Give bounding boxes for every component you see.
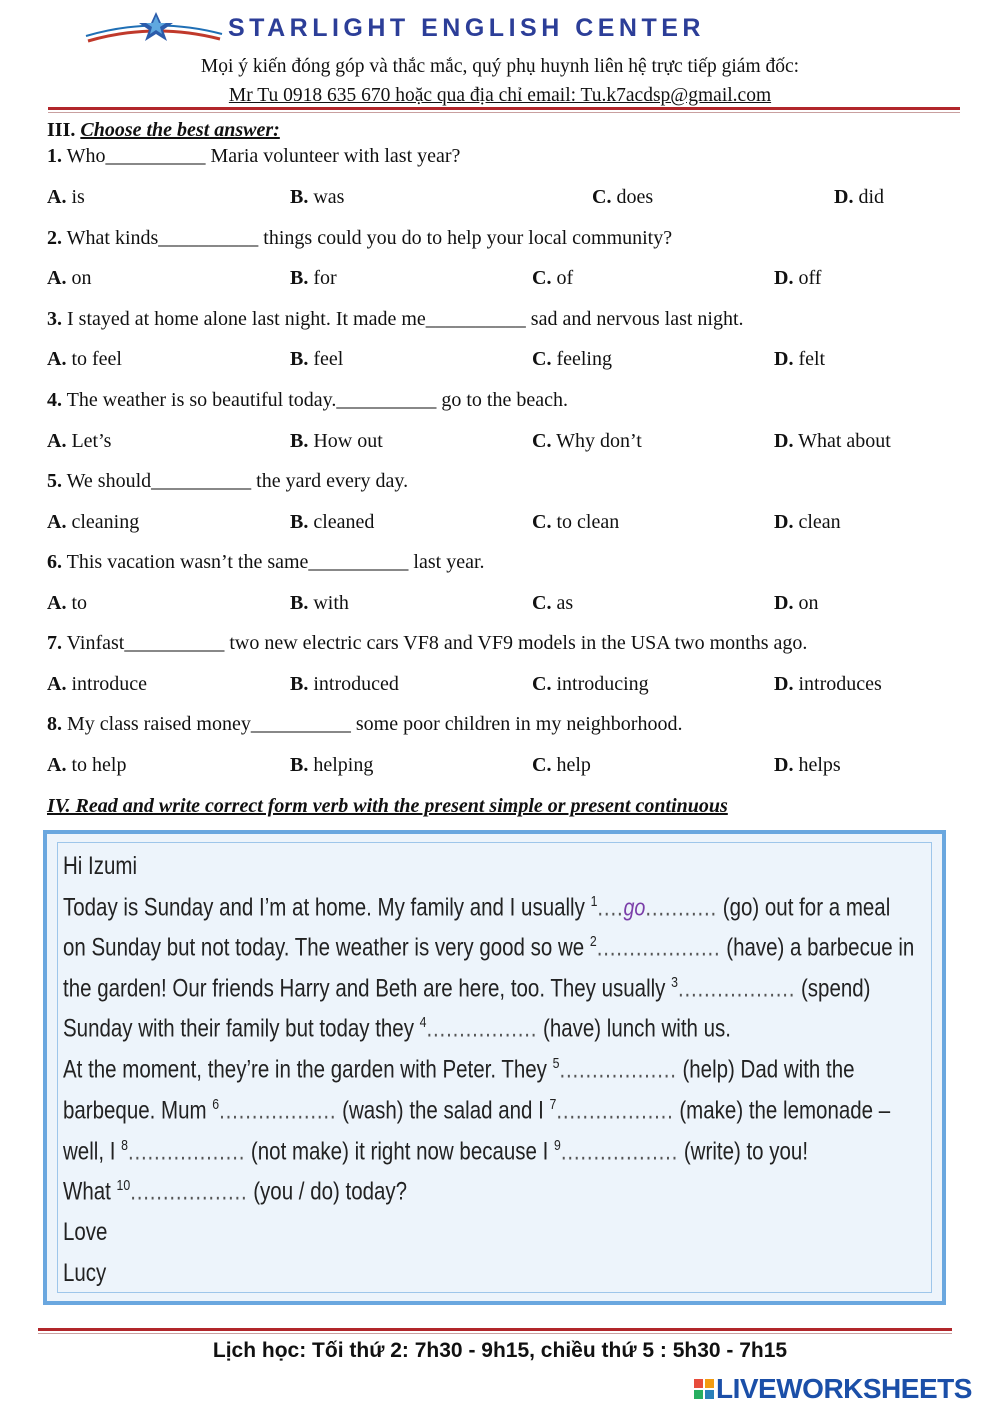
q8-option-b[interactable]: B. helping (290, 754, 374, 776)
header-divider (48, 107, 960, 110)
section-4-heading: IV. Read and write correct form verb with the present simple or present continuous (47, 795, 728, 817)
q8-option-d[interactable]: D. helps (774, 754, 841, 776)
blank-1-answer[interactable]: go (623, 894, 646, 922)
q7-option-c[interactable]: C. introducing (532, 673, 649, 695)
q6-option-a[interactable]: A. to (47, 592, 88, 614)
q4-option-c[interactable]: C. Why don’t (532, 430, 642, 452)
q1-option-b[interactable]: B. was (290, 186, 345, 208)
q5-option-d[interactable]: D. clean (774, 511, 841, 533)
question-number: 2. (47, 227, 62, 249)
q8-option-c[interactable]: C. help (532, 754, 591, 776)
reading-line-1: Today is Sunday and I’m at home. My family and I usually $^1$....go........... (go) out for a meal (63, 893, 891, 922)
question-number: 1. (47, 145, 62, 167)
q6-option-b[interactable]: B. with (290, 592, 349, 614)
blank-3[interactable]: .................. (677, 974, 796, 1003)
blank-6[interactable]: .................. (219, 1096, 337, 1125)
question-number: 6. (47, 551, 62, 573)
question-number: 8. (47, 713, 62, 735)
question-number: 3. (47, 308, 62, 330)
header-divider-thin (48, 112, 960, 113)
blank-4[interactable]: ................. (426, 1014, 538, 1043)
section-3-heading (47, 119, 280, 142)
footer-divider (38, 1328, 952, 1331)
question-6 (47, 551, 485, 574)
q5-option-c[interactable]: C. to clean (532, 511, 620, 533)
reading-line-3: the garden! Our friends Harry and Beth are here, too. They usually $^3$.................. (spend) (63, 974, 871, 1003)
q7-option-a[interactable]: A. introduce (47, 673, 147, 695)
q1-option-d[interactable]: D. did (834, 186, 885, 208)
question-text: We should__________ the yard every day. (66, 470, 409, 492)
reading-line-2: on Sunday but not today. The weather is very good so we $^2$................... (have) a barbecue in (63, 933, 915, 962)
q6-option-d[interactable]: D. on (774, 592, 819, 614)
question-text: Vinfast__________ two new electric cars VF8 and VF9 models in the USA two months ago. (66, 632, 808, 654)
contact-line-2: Mr Tu 0918 635 670 hoặc qua địa chỉ email: Tu.k7acdsp@gmail.com (228, 85, 772, 106)
liveworksheets-logo-icon (693, 1377, 715, 1401)
q3-option-a[interactable]: A. to feel (47, 348, 122, 370)
reading-line-4: Sunday with their family but today they $^4$................. (have) lunch with us. (63, 1014, 732, 1043)
brand-title: STARLIGHT ENGLISH CENTER (228, 14, 705, 42)
reading-closing: Love (63, 1218, 108, 1246)
question-number: 5. (47, 470, 62, 492)
q1-option-c[interactable]: C. does (592, 186, 654, 208)
reading-line-8: What $^{10}$.................. (you / do) today? (63, 1177, 408, 1206)
reading-signature: Lucy (63, 1259, 107, 1287)
starlight-logo (84, 10, 224, 46)
question-number: 7. (47, 632, 62, 654)
question-7 (47, 632, 807, 655)
reading-greeting: Hi Izumi (63, 852, 138, 880)
q2-option-a[interactable]: A. on (47, 267, 92, 289)
section-3-number: III. (47, 119, 76, 141)
q2-option-c[interactable]: C. of (532, 267, 574, 289)
blank-5[interactable]: .................. (559, 1055, 677, 1084)
question-4 (47, 389, 568, 412)
q2-option-d[interactable]: D. off (774, 267, 822, 289)
q4-option-d[interactable]: D. What about (774, 430, 891, 452)
q7-option-b[interactable]: B. introduced (290, 673, 399, 695)
question-text: The weather is so beautiful today.__________ go to the beach. (66, 389, 568, 411)
q5-option-b[interactable]: B. cleaned (290, 511, 375, 533)
reading-line-5: At the moment, they’re in the garden with Peter. They $^5$.................. (help) Dad with the (63, 1055, 855, 1084)
question-5 (47, 470, 408, 493)
section-3-title: Choose the best answer: (80, 119, 280, 141)
question-3 (47, 308, 744, 331)
question-text: Who__________ Maria volunteer with last year? (66, 145, 461, 167)
blank-9[interactable]: .................. (560, 1137, 679, 1166)
blank-8[interactable]: .................. (127, 1137, 246, 1166)
question-text: My class raised money__________ some poor children in my neighborhood. (67, 713, 683, 735)
q4-option-a[interactable]: A. Let’s (47, 430, 112, 452)
blank-2[interactable]: ................... (596, 933, 721, 962)
reading-line-6: barbeque. Mum $^6$.................. (wash) the salad and I $^7$.................. (make) the lemonade – (63, 1096, 891, 1125)
q3-option-b[interactable]: B. feel (290, 348, 344, 370)
q5-option-a[interactable]: A. cleaning (47, 511, 140, 533)
question-text: What kinds__________ things could you do to help your local community? (66, 227, 673, 249)
q8-option-a[interactable]: A. to help (47, 754, 127, 776)
q4-option-b[interactable]: B. How out (290, 430, 383, 452)
footer-divider-thin (38, 1333, 952, 1334)
contact-line-1: Mọi ý kiến đóng góp và thắc mắc, quý phụ huynh liên hệ trực tiếp giám đốc: (200, 56, 800, 77)
q6-option-c[interactable]: C. as (532, 592, 574, 614)
question-text: I stayed at home alone last night. It made me__________ sad and nervous last night. (67, 308, 744, 330)
q2-option-b[interactable]: B. for (290, 267, 337, 289)
q1-option-a[interactable]: A. is (47, 186, 85, 208)
class-schedule: Lịch học: Tối thứ 2: 7h30 - 9h15, chiều thứ 5 : 5h30 - 7h15 (212, 1339, 788, 1362)
blank-10[interactable]: .................. (130, 1177, 248, 1206)
q3-option-d[interactable]: D. felt (774, 348, 826, 370)
question-text: This vacation wasn’t the same__________ last year. (66, 551, 485, 573)
blank-7[interactable]: .................. (556, 1096, 674, 1125)
question-2 (47, 227, 672, 250)
question-1 (47, 145, 460, 168)
q3-option-c[interactable]: C. feeling (532, 348, 612, 370)
liveworksheets-watermark[interactable]: LIVEWORKSHEETS (716, 1373, 972, 1404)
question-8 (47, 713, 682, 736)
question-number: 4. (47, 389, 62, 411)
reading-line-7: well, I $^8$.................. (not make) it right now because I $^9$.................. (write) to you! (63, 1137, 809, 1166)
q7-option-d[interactable]: D. introduces (774, 673, 882, 695)
